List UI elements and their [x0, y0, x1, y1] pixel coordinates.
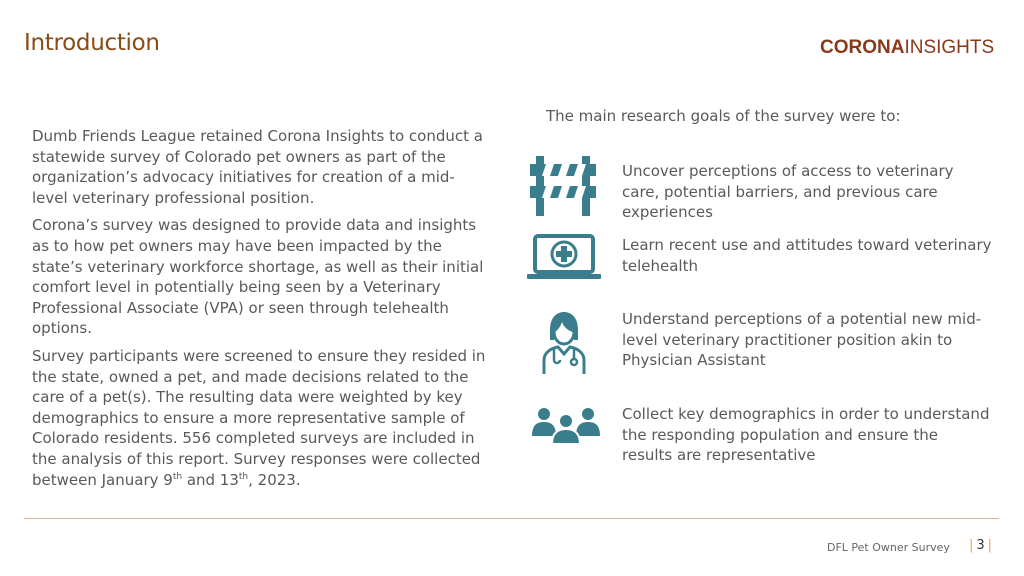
- p3-main-text: Survey participants were screened to ensure they resided in the state, owned a pet, and made decisions related to the care of a pet(s). The resulting data were weighted by key demographics to ensure a more representative sample of Colorado residents. 556 completed surveys are included in the analysis of this report. Survey responses were collected between January 9: [32, 346, 486, 489]
- p3-superscript-2: th: [238, 471, 249, 482]
- corona-insights-logo: [820, 37, 994, 59]
- logo-bold-text: CORONA: [820, 37, 905, 58]
- barrier-icon: [530, 156, 596, 216]
- intro-paragraph-3: [32, 346, 487, 490]
- page-number-value: 3: [976, 538, 985, 553]
- page-title: Introduction: [24, 30, 160, 56]
- goal-item-4: Collect key demographics in order to understand the responding population and ensure the results are representative: [622, 405, 990, 465]
- introduction-body: [32, 126, 487, 497]
- goal-item-3: Understand perceptions of a potential new mid-level veterinary practitioner position akin to Physician Assistant: [622, 310, 982, 370]
- intro-paragraph-1: Dumb Friends League retained Corona Insights to conduct a statewide survey of Colorado pet owners as part of the organization’s advocacy initiatives for creation of a mid-level veterinary professional position.: [32, 127, 483, 207]
- goal-item-1: Uncover perceptions of access to veterinary care, potential barriers, and previous care experiences: [622, 162, 954, 222]
- medical-practitioner-icon: [540, 310, 588, 374]
- footer-survey-label: DFL Pet Owner Survey: [827, 541, 950, 554]
- logo-light-text: INSIGHTS: [904, 37, 995, 58]
- telehealth-laptop-icon: [527, 234, 601, 280]
- p3-mid-text: and 13: [182, 470, 239, 489]
- footer-divider: [24, 518, 999, 519]
- p3-end-text: , 2023.: [248, 470, 301, 489]
- p3-superscript-1: th: [172, 471, 183, 482]
- group-people-icon: [532, 408, 600, 444]
- goals-intro: The main research goals of the survey were to:: [546, 107, 901, 125]
- goal-item-2: Learn recent use and attitudes toward veterinary telehealth: [622, 236, 992, 275]
- intro-paragraph-2: Corona’s survey was designed to provide data and insights as to how pet owners may have been impacted by the state’s veterinary workforce shortage, as well as their initial comfort level in potentially being seen by a Veterinary Professional Associate (VPA) or seen through telehealth options.: [32, 216, 484, 338]
- page-number: | 3 |: [969, 538, 993, 553]
